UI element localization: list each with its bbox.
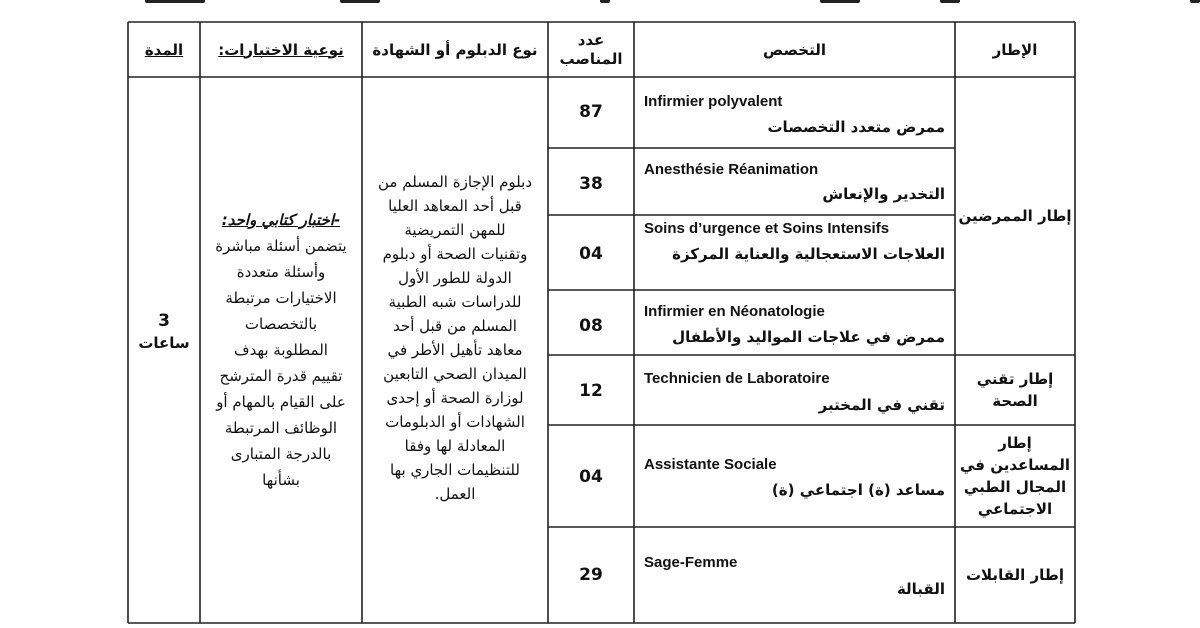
exam-line: المطلوبة بهدف xyxy=(234,341,328,359)
diploma-line: للدراسات شبه الطبية xyxy=(388,293,522,311)
exam-title: -اختبار كتابي واحد: xyxy=(221,211,341,229)
posts-count: 38 xyxy=(579,174,603,194)
cadre-social xyxy=(955,425,1075,527)
exam-line: وأسئلة متعددة xyxy=(236,263,326,281)
duration-cell xyxy=(128,310,200,354)
specialty-ar: التخدير والإنعاش xyxy=(822,185,945,203)
diploma-line: معاهد تأهيل الأطر في xyxy=(387,341,523,359)
exam-line: تقييم قدرة المترشح xyxy=(219,367,343,385)
exam-line: بالدرجة المتبارى xyxy=(230,445,332,463)
table-row xyxy=(548,148,955,215)
header-posts xyxy=(548,22,634,77)
specialty-fr: Soins d’urgence et Soins Intensifs xyxy=(644,220,890,237)
table-row xyxy=(548,527,955,623)
diploma-line: العمل. xyxy=(434,485,476,503)
diploma-description xyxy=(362,170,548,506)
cadre-health-tech-line2: الصحة xyxy=(992,392,1038,410)
exam-line: الاختيارات مرتبطة xyxy=(225,289,337,307)
specialty-fr: Assistante Sociale xyxy=(644,456,777,473)
cadre-nurses xyxy=(955,77,1075,355)
diploma-line: المعادلة لها وفقا xyxy=(404,437,506,455)
diploma-line: الشهادات أو الدبلومات xyxy=(385,413,525,431)
table-row xyxy=(548,215,955,290)
exam-line: الوظائف المرتبطة xyxy=(224,419,338,437)
header-posts-line2: المناصب xyxy=(559,49,623,68)
header-specialty xyxy=(634,22,955,77)
cadre-health-tech xyxy=(955,355,1075,425)
duration-unit: ساعات xyxy=(138,334,190,352)
exam-description xyxy=(200,207,362,493)
diploma-line: الدولة للطور الأول xyxy=(398,269,512,287)
exam-line: بشأنها xyxy=(262,471,300,489)
diploma-line: للتنظيمات الجاري بها xyxy=(390,461,520,479)
header-posts-line1: عدد xyxy=(577,30,605,49)
table-row xyxy=(548,355,955,425)
specialty-ar: ممرض متعدد التخصصات xyxy=(767,118,945,136)
cadre-health-tech-line1: إطار تقني xyxy=(976,370,1054,388)
header-cadre-label: الإطار xyxy=(992,40,1038,59)
diploma-line: وتقنيات الصحة أو دبلوم xyxy=(382,245,528,263)
posts-count: 04 xyxy=(579,244,603,264)
diploma-line: دبلوم الإجازة المسلم من xyxy=(377,173,533,191)
cadre-midwives xyxy=(955,527,1075,623)
diploma-line: قبل أحد المعاهد العليا xyxy=(388,197,522,215)
header-exam-type xyxy=(200,22,362,77)
specialty-fr: Infirmier polyvalent xyxy=(644,93,783,110)
diploma-line: لوزارة الصحة أو إحدى xyxy=(386,389,524,407)
cadre-nurses-label: إطار الممرضين xyxy=(958,207,1072,225)
diploma-line: المسلم من قبل أحد xyxy=(393,317,517,335)
header-cadre xyxy=(955,22,1075,77)
cadre-social-line1: إطار xyxy=(998,434,1032,452)
specialty-fr: Sage-Femme xyxy=(644,554,738,571)
header-duration xyxy=(128,22,200,77)
specialty-ar: ممرض في علاجات المواليد والأطفال xyxy=(672,328,945,346)
posts-count: 12 xyxy=(579,381,603,401)
duration-value: 3 xyxy=(158,311,170,331)
diploma-line: الميدان الصحي التابعين xyxy=(383,365,527,383)
header-duration-label: المدة xyxy=(144,40,184,59)
cadre-social-line3: المجال الطبي xyxy=(963,478,1067,496)
header-exam-type-label: نوعية الاختبارات: xyxy=(218,40,344,59)
specialty-ar: مساعد (ة) اجتماعي (ة) xyxy=(771,481,945,499)
specialty-fr: Anesthésie Réanimation xyxy=(644,161,819,178)
exam-line: بالتخصصات xyxy=(244,315,318,333)
header-diploma xyxy=(362,22,548,77)
exam-line: على القيام بالمهام أو xyxy=(216,393,346,411)
posts-count: 08 xyxy=(579,316,603,336)
posts-count: 29 xyxy=(579,565,603,585)
table-row xyxy=(548,77,955,148)
specialty-ar: العلاجات الاستعجالية والعناية المركزة xyxy=(672,245,945,263)
cadre-social-line4: الاجتماعي xyxy=(977,500,1053,518)
cadre-midwives-label: إطار القابلات xyxy=(965,566,1065,584)
header-diploma-label: نوع الدبلوم أو الشهادة xyxy=(372,40,538,59)
exam-line: يتضمن أسئلة مباشرة xyxy=(215,237,347,255)
posts-count: 04 xyxy=(579,467,603,487)
header-specialty-label: التخصص xyxy=(763,40,826,59)
specialty-ar: تقني في المختبر xyxy=(818,396,945,414)
specialty-ar: القبالة xyxy=(896,580,945,598)
diploma-line: للمهن التمريضية xyxy=(404,221,506,239)
cadre-social-line2: المساعدين في xyxy=(960,456,1070,474)
table-row xyxy=(548,425,955,527)
posts-count: 87 xyxy=(579,102,603,122)
table-row xyxy=(548,290,955,355)
specialty-fr: Infirmier en Néonatologie xyxy=(644,303,825,320)
specialty-fr: Technicien de Laboratoire xyxy=(644,370,830,387)
